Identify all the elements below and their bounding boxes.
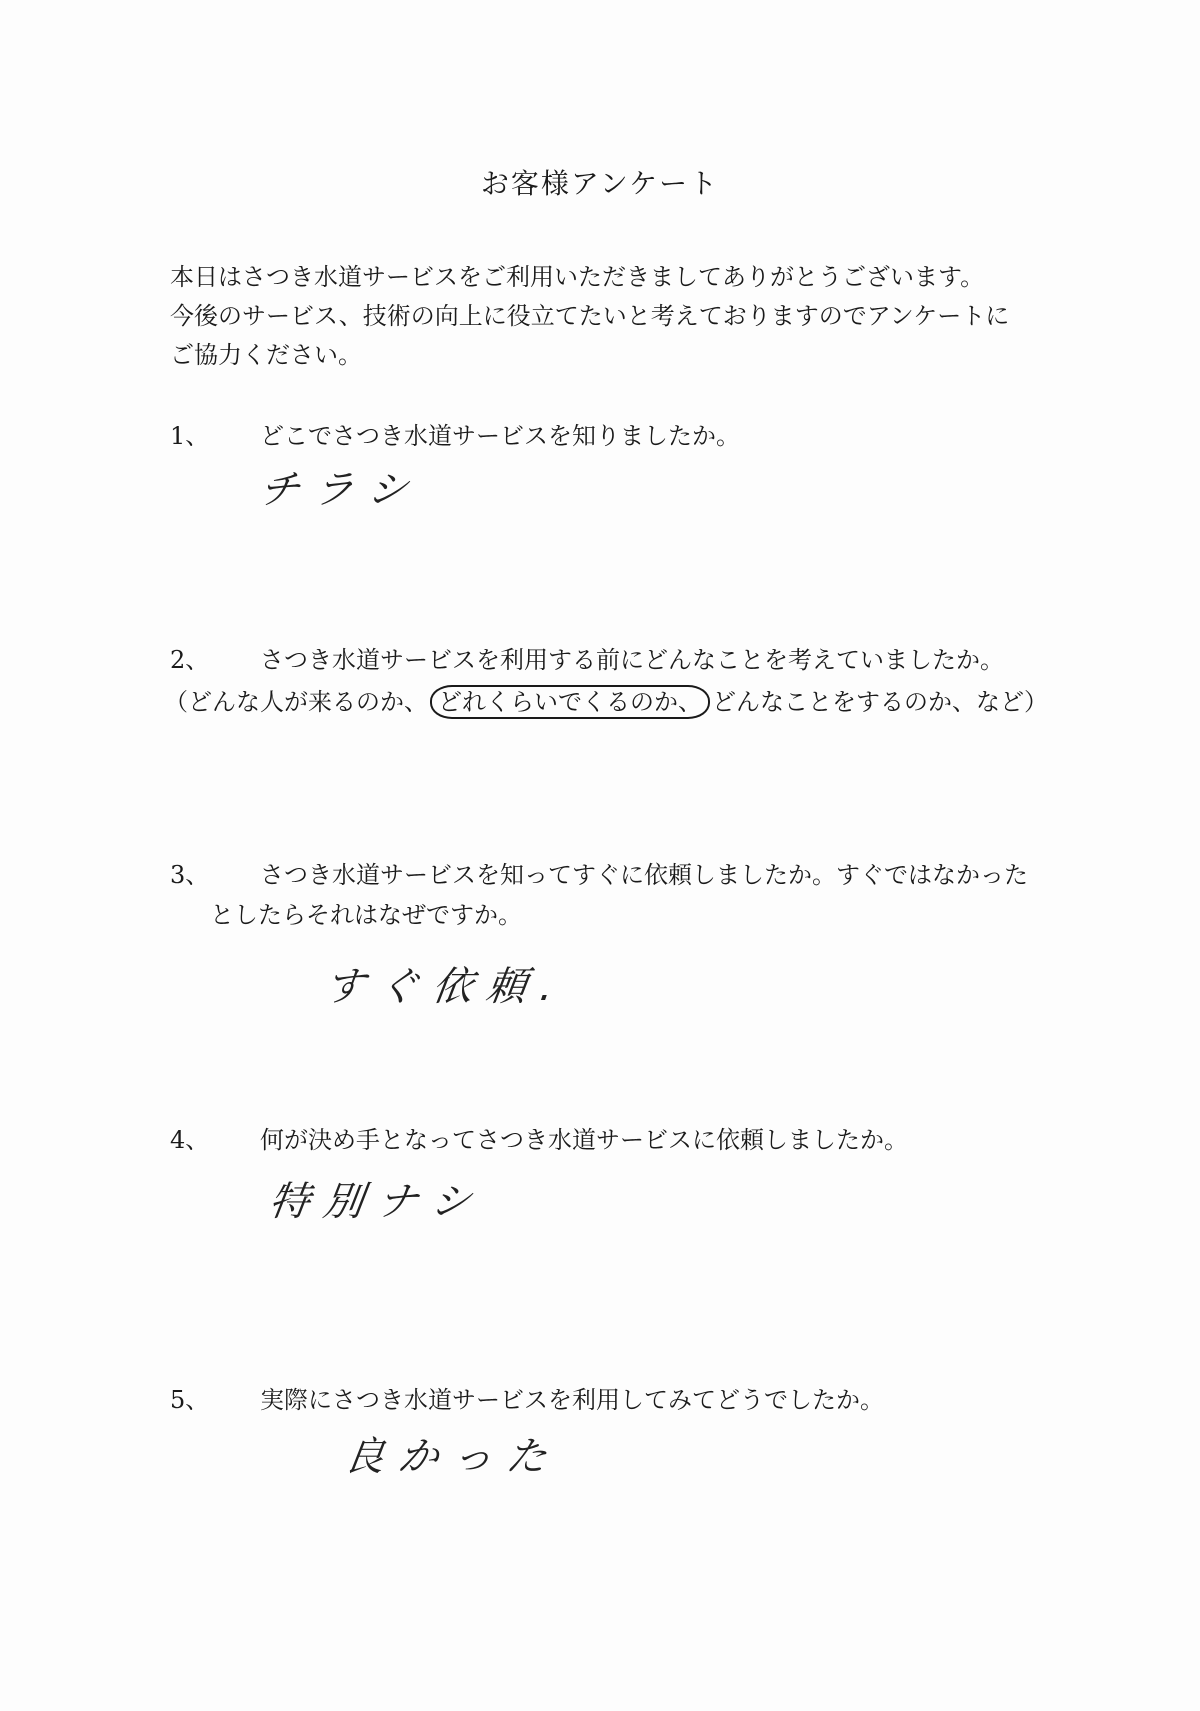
- handwritten-answer-5: 良かった: [341, 1434, 564, 1480]
- question-2: [164, 640, 1070, 730]
- circled-option: どれくらいでくるのか、: [430, 685, 710, 719]
- question-text-continued: としたらそれはなぜですか。: [210, 901, 522, 929]
- question-5: [170, 1380, 1070, 1440]
- question-3: [170, 855, 1070, 945]
- question-text: さつき水道サービスを知ってすぐに依頼しましたか。すぐではなかった: [260, 861, 1028, 889]
- option-text: どんなことをするのか、など）: [712, 688, 1048, 716]
- question-text: さつき水道サービスを利用する前にどんなことを考えていましたか。: [260, 646, 1004, 674]
- page-title: お客様アンケート: [480, 167, 720, 200]
- handwritten-answer-3: すぐ依頼.: [321, 964, 571, 1010]
- question-number: 2、: [170, 646, 210, 674]
- question-number: 1、: [170, 422, 210, 450]
- question-number: 5、: [170, 1386, 210, 1414]
- intro-line: 本日はさつき水道サービスをご利用いただきましてありがとうございます。: [170, 263, 985, 291]
- option-text: （どんな人が来るのか、: [164, 688, 428, 716]
- intro-paragraph: [170, 258, 1090, 375]
- intro-line: 今後のサービス、技術の向上に役立てたいと考えておりますのでアンケートに: [170, 302, 1010, 330]
- handwritten-answer-1: チラシ: [256, 467, 425, 513]
- question-number: 4、: [170, 1126, 210, 1154]
- question-options: [164, 682, 1048, 722]
- question-text: 何が決め手となってさつき水道サービスに依頼しましたか。: [260, 1126, 908, 1154]
- intro-line: ご協力ください。: [170, 341, 362, 369]
- question-number: 3、: [170, 861, 210, 889]
- question-text: 実際にさつき水道サービスを利用してみてどうでしたか。: [260, 1386, 884, 1414]
- question-text: どこでさつき水道サービスを知りましたか。: [260, 422, 740, 450]
- handwritten-answer-4: 特別ナシ: [266, 1179, 488, 1225]
